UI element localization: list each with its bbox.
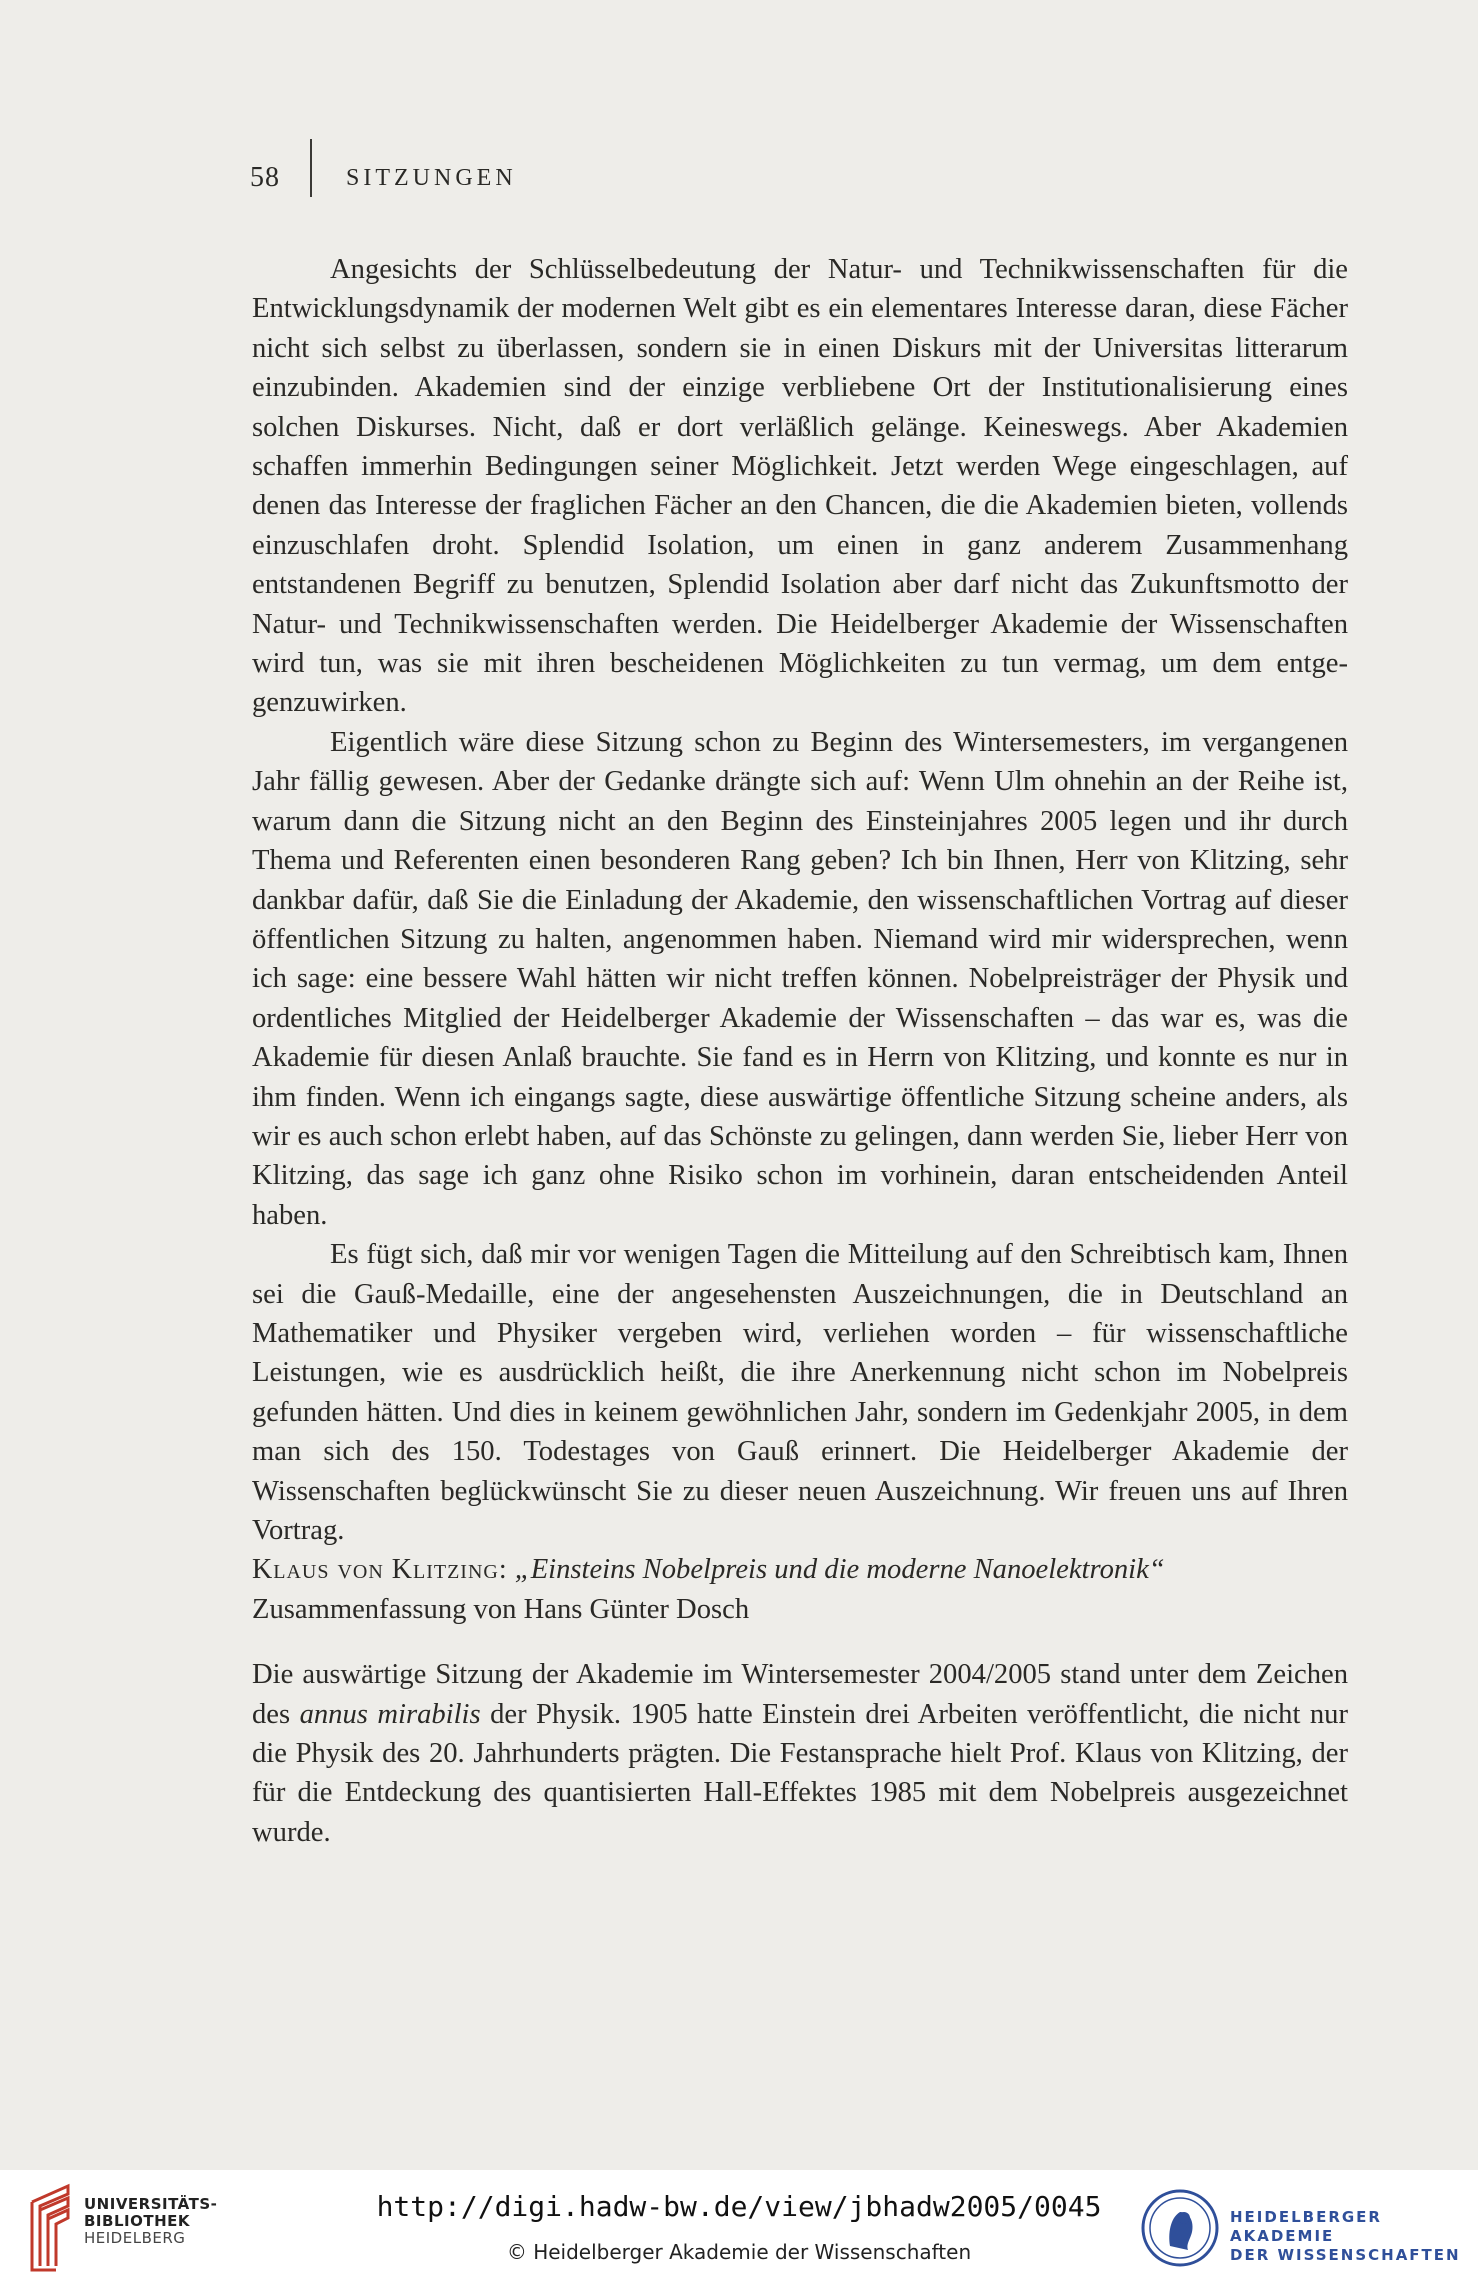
section-heading (252, 1550, 1348, 1589)
academy-seal-icon (1140, 2188, 1220, 2268)
summary-text-a: Die auswärtige Sitzung der Akademie im Wintersemester 2004/2005 stand unter dem Zeichen des (252, 1659, 1348, 1730)
permalink[interactable]: http://digi.hadw-bw.de/view/jbhadw2005/0045 (376, 2190, 1102, 2223)
copyright-notice: © Heidelberger Akademie der Wissenschaften (506, 2240, 972, 2264)
paragraph: Angesichts der Schlüsselbedeutung der Natur- und Technikwissenschaften für die Entwicklungsdynamik der modernen Welt gibt es ein elementares Interesse daran, diese Fächer nicht sich selbst zu überlassen, sondern sie in einen Diskurs mit der Universitas litterarum einzubinden. Akademien sind der einzige verbliebene Ort der Institutionalisierung eines solchen Diskurses. Nicht, daß er dort verläßlich gelänge. Keineswegs. Aber Akademien schaffen immerhin Bedingungen seiner Möglichkeit. Jetzt werden Wege eingeschlagen, auf denen das Interesse der fraglichen Fächer an den Chancen, die die Akademien bieten, vollends einzuschlafen droht. Splendid Isolation, um einen in ganz anderem Zusammenhang entstandenen Begriff zu benutzen, Splendid Isolation aber darf nicht das Zukunftsmotto der Natur- und Technikwissenschaften werden. Die Heidelberger Akademie der Wissenschaften wird tun, was sie mit ihren bescheidenen Möglichkeiten zu tun vermag, um dem entgegenzuwirken. (252, 254, 1348, 719)
page-number: 58 (250, 162, 280, 193)
academy-name (1230, 2208, 1478, 2265)
header-divider (310, 139, 312, 197)
digitization-footer (0, 2170, 1478, 2282)
academy-name-line: DER WISSENSCHAFTEN (1230, 2246, 1461, 2264)
summary-italic: annus mirabilis (299, 1698, 481, 1730)
library-name-line: HEIDELBERG (84, 2229, 186, 2247)
paragraph: Es fügt sich, daß mir vor wenigen Tagen die Mitteilung auf den Schreibtisch kam, Ihnen sei die Gauß-Medaille, eine der angesehensten Auszeichnungen, die in Deutschland an Mathematiker und Physiker vergeben wird, verliehen worden – für wissenschaftliche Leistungen, wie es ausdrücklich heißt, die ihre Anerkennung nicht schon im Nobelpreis gefunden hätten. Und dies in keinem gewöhnlichen Jahr, sondern im Gedenkjahr 2005, in dem man sich des 150. Todestages von Gauß erinnert. Die Heidelberger Akademie der Wissenschaften beglückwünscht Sie zu dieser neuen Auszeichnung. Wir freuen uns auf Ihren Vortrag. (252, 1239, 1348, 1546)
library-name-line: UNIVERSITÄTS- (84, 2195, 218, 2213)
library-name-line: BIBLIOTHEK (84, 2212, 190, 2230)
section-title: „Einsteins Nobelpreis und die moderne Nanoelektronik“ (514, 1554, 1165, 1586)
page-header (250, 158, 517, 198)
summary-text-b: der Physik. 1905 hatte Einstein drei Arbeiten veröffentlicht, die nicht nur die Physik des 20. Jahrhunderts prägten. Die Festansprache hielt Prof. Klaus von Klitzing, der für die Entdeckung des quantisierten Hall-Effektes 1985 mit dem Nobelpreis ausgezeichnet wurde. (252, 1698, 1348, 1848)
academy-name-line: HEIDELBERGER AKADEMIE (1230, 2208, 1382, 2245)
summary-byline: Zusammenfassung von Hans Günter Dosch (252, 1593, 750, 1625)
section-author: Klaus von Klitzing: (252, 1554, 508, 1586)
summary-paragraph (252, 1655, 1348, 1852)
paragraph: Eigentlich wäre diese Sitzung schon zu Beginn des Wintersemesters, im vergangenen Jahr fällig gewesen. Aber der Gedanke drängte sich auf: Wenn Ulm ohnehin an der Reihe ist, warum dann die Sitzung nicht an den Beginn des Einsteinjahres 2005 legen und ihr durch Thema und Referenten einen besonderen Rang geben? Ich bin Ihnen, Herr von Klitzing, sehr dankbar dafür, daß Sie die Einladung der Akademie, den wissenschaftlichen Vortrag auf dieser öffentlichen Sitzung zu halten, angenommen haben. Niemand wird mir widersprechen, wenn ich sage: eine bessere Wahl hätten wir nicht treffen können. Nobelpreisträger der Physik und ordentliches Mitglied der Heidelberger Akademie der Wissenschaften – das war es, was die Akademie für diesen Anlaß brauchte. Sie fand es in Herrn von Klitzing, und konnte es nur in ihm finden. Wenn ich eingangs sagte, diese auswärtige öffentliche Sitzung scheine anders, als wir es auch schon erlebt haben, auf das Schönste zu gelingen, dann werden Sie, lieber Herr von Klitzing, das sage ich ganz ohne Risiko schon im vorhinein, daran entscheidenden Anteil haben. (252, 726, 1348, 1231)
body-text (252, 250, 1348, 1852)
running-head: SITZUNGEN (346, 164, 517, 191)
